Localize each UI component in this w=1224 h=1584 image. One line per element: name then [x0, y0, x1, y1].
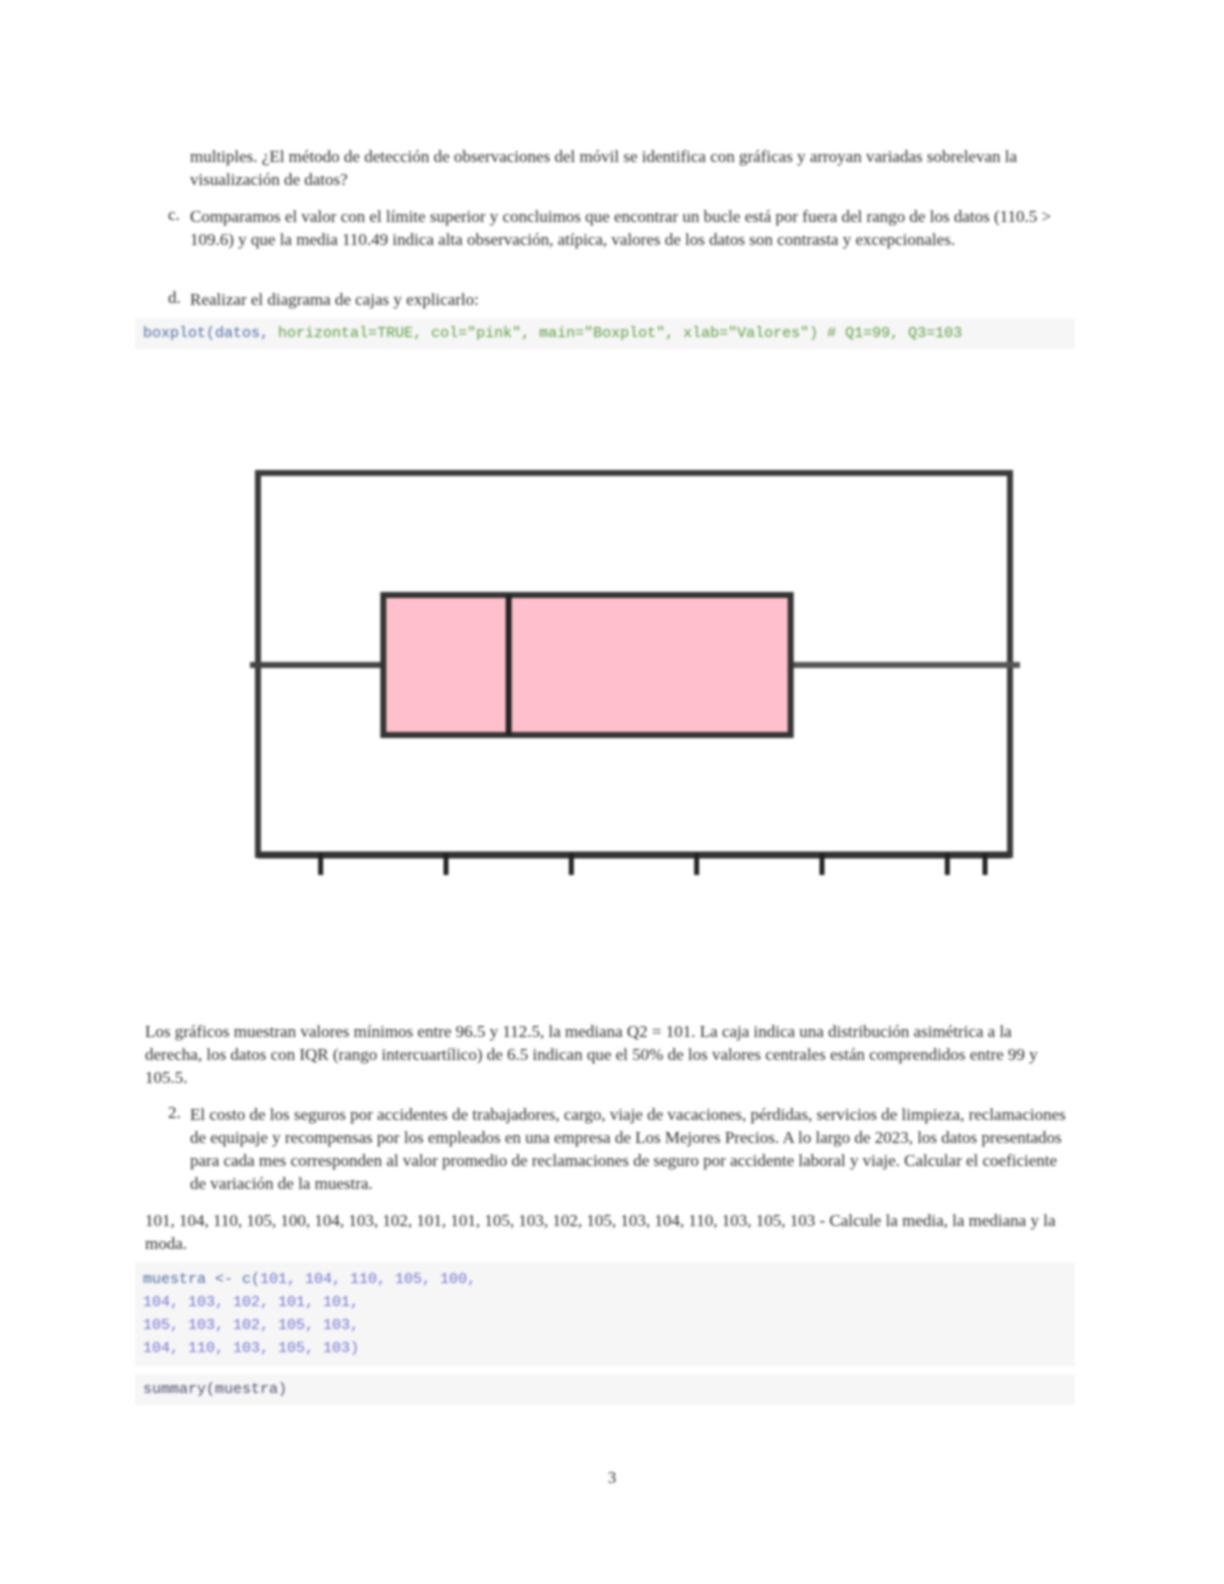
- code-row-2: 104, 103, 102, 101, 101,: [143, 1294, 360, 1311]
- interpretation-paragraph: Los gráficos muestran valores mínimos entre 96.5 y 112.5, la mediana Q2 = 101. La caja indica una distribución asimétrica a la derecha, los datos con IQR (rango intercuartílico) de 6.5 indican que el 50% de los valores centrales están comprendidos entre 99 y 105.5.: [145, 1022, 1038, 1087]
- code-vector-block: [135, 1262, 1075, 1366]
- code-assign: muestra <- c(: [143, 1271, 261, 1288]
- code-comment: # Q1=99, Q3=103: [827, 325, 963, 342]
- box-iqr: [383, 595, 790, 735]
- code-summary: summary(muestra): [135, 1374, 1075, 1405]
- code-values: 101, 104, 110, 105, 100,: [260, 1271, 477, 1288]
- page-number: 3: [607, 1468, 617, 1487]
- code-row-3: 105, 103, 102, 105, 103,: [143, 1317, 360, 1334]
- list-marker-c: c.: [168, 205, 180, 224]
- boxplot-chart: [250, 465, 1020, 885]
- code-args: horizontal=TRUE, col="pink", main="Boxplot", xlab="Valores"): [278, 325, 819, 342]
- code-row-4: 104, 110, 103, 105, 103): [143, 1340, 360, 1357]
- bullet-c-text: Comparamos el valor con el límite superior y concluimos que encontrar un bucle está por fuera del rango de los datos (110.5 > 109.6) y que la media 110.49 indica alta observación, atípica, valores de los datos son contrasta y excepcionales.: [190, 207, 1052, 249]
- paragraph-continuation: multiples. ¿El método de detección de observaciones del móvil se identifica con gráficas y arroyan variadas sobrelevan la visualización de datos?: [190, 147, 1018, 189]
- code-row-1: [143, 1268, 1067, 1291]
- list-marker-2: 2.: [168, 1103, 181, 1122]
- list-marker-d: d.: [168, 288, 181, 307]
- code-boxplot: [135, 318, 1075, 349]
- problem-2-text: El costo de los seguros por accidentes de trabajadores, cargo, viaje de vacaciones, pérdidas, servicios de limpieza, reclamaciones de equipaje y recompensas por los empleados en una empresa de Los Mejores Precios. A lo largo de 2023, los datos presentados para cada mes corresponden al valor promedio de reclamaciones de seguro por accidente laboral y viaje. Calcular el coeficiente de variación de la muestra.: [190, 1105, 1066, 1193]
- bullet-d-text: Realizar el diagrama de cajas y explicarlo:: [190, 290, 479, 309]
- data-values-line: 101, 104, 110, 105, 100, 104, 103, 102, 101, 101, 105, 103, 102, 105, 103, 104, 110, 103, 105, 103 - Calcule la media, la mediana y la moda.: [145, 1211, 1056, 1253]
- code-fn: boxplot(datos,: [143, 325, 270, 342]
